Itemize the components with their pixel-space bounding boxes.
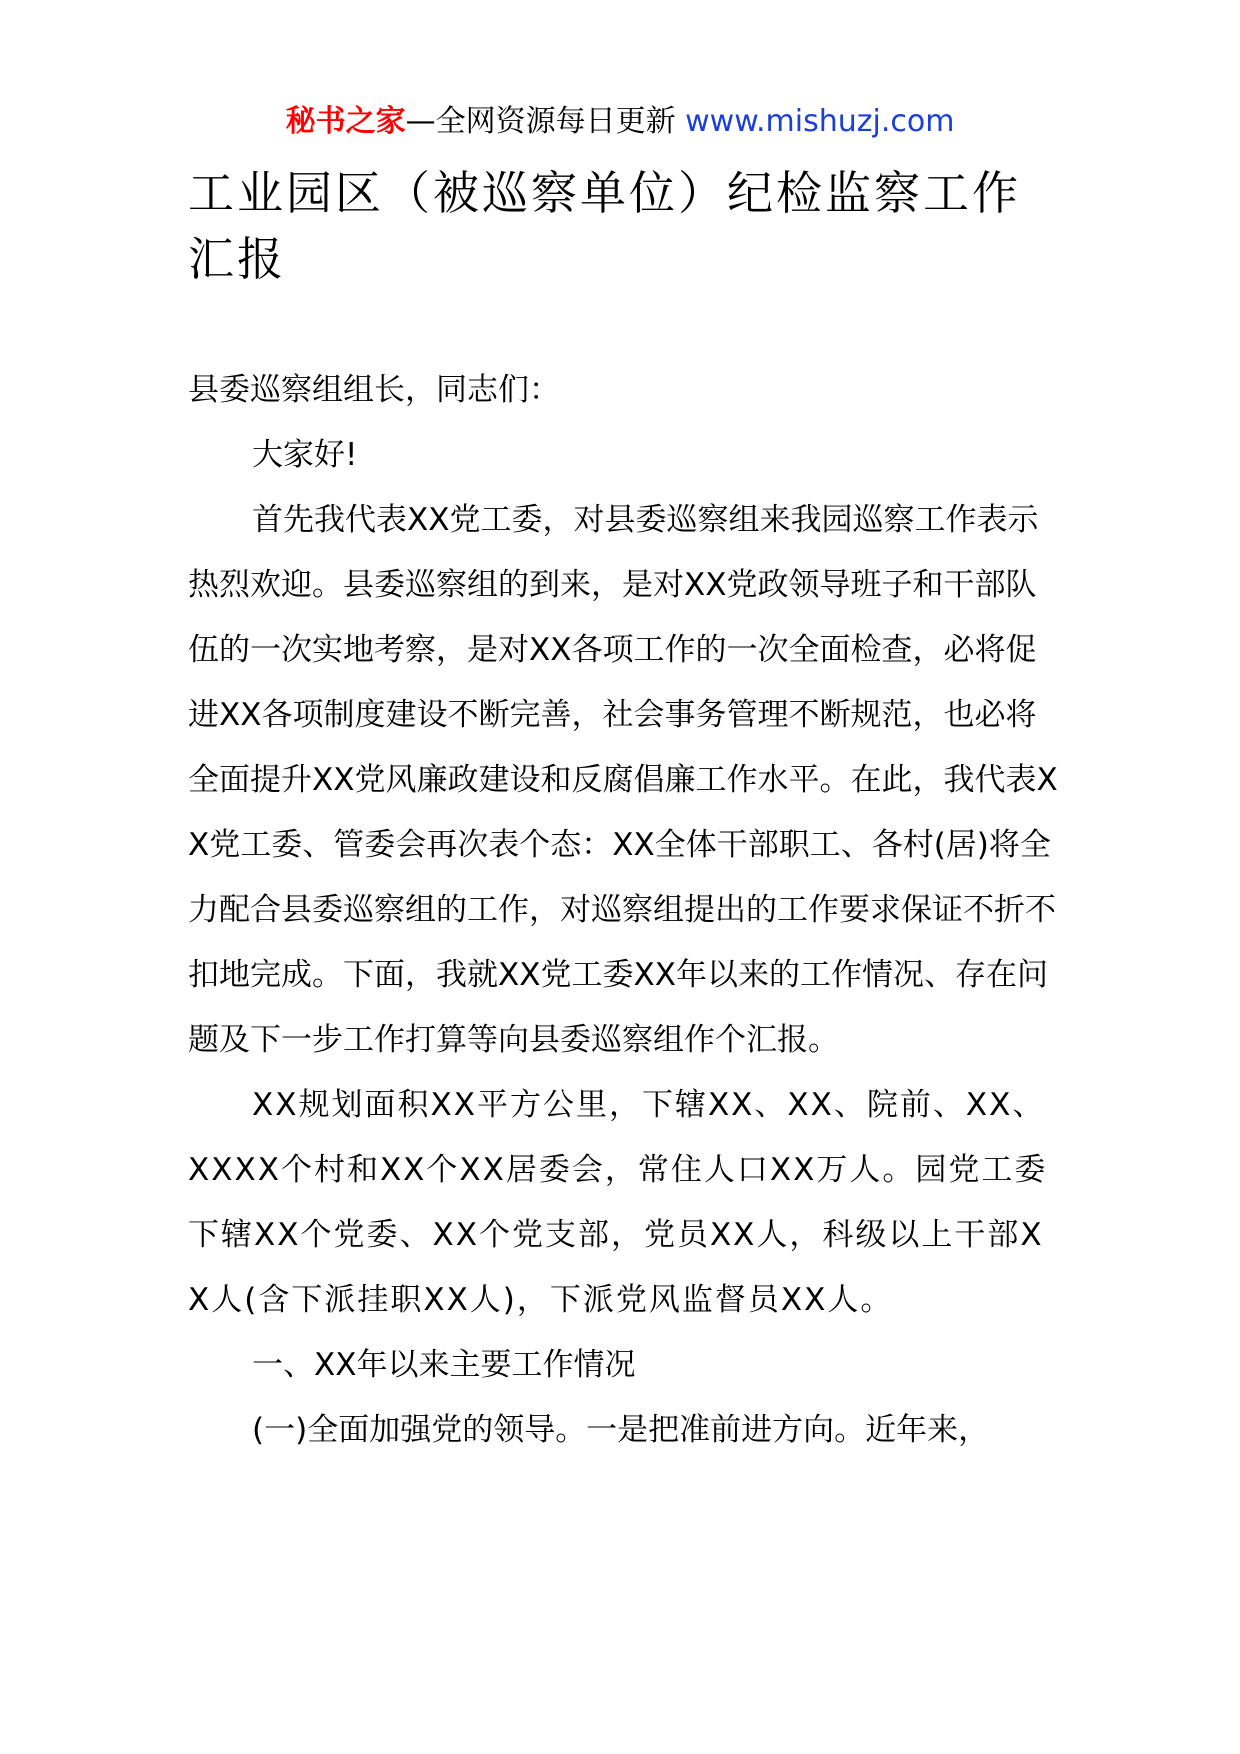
site-url[interactable]: www.mishuzj.com [685, 104, 955, 139]
section-heading-1: 一、XX年以来主要工作情况 [252, 1347, 636, 1383]
site-header [0, 100, 1240, 144]
paragraph-intro: 首先我代表XX党工委，对县委巡察组来我园巡察工作表示热烈欢迎。县委巡察组的到来，是对XX党政领导班子和干部队伍的一次实地考察，是对XX各项工作的一次全面检查，必将促进XX各项制度建设不断完善，社会事务管理不断规范，也必将全面提升XX党风廉政建设和反腐倡廉工作水平。在此，我代表XX党工委、管委会再次表个态：XX全体干部职工、各村(居)将全力配合县委巡察组的工作，对巡察组提出的工作要求保证不折不扣地完成。下面，我就XX党工委XX年以来的工作情况、存在问题及下一步工作打算等向县委巡察组作个汇报。 [188, 502, 1058, 1058]
brand-name: 秘书之家 [285, 104, 406, 139]
document-body [188, 358, 1058, 1463]
paragraph-section-1-1: (一)全面加强党的领导。一是把准前进方向。近年来， [252, 1412, 990, 1448]
document-title: 工业园区（被巡察单位）纪检监察工作汇报 [188, 166, 1021, 286]
salutation: 县委巡察组组长，同志们： [188, 372, 560, 408]
greeting: 大家好! [252, 437, 358, 473]
header-tagline: —全网资源每日更新 [405, 104, 686, 139]
paragraph-overview: XX规划面积XX平方公里，下辖XX、XX、院前、XX、XXXX个村和XX个XX居委会，常住人口XX万人。园党工委下辖XX个党委、XX个党支部，党员XX人，科级以上干部XX人(含下派挂职XX人)，下派党风监督员XX人。 [188, 1087, 1048, 1318]
